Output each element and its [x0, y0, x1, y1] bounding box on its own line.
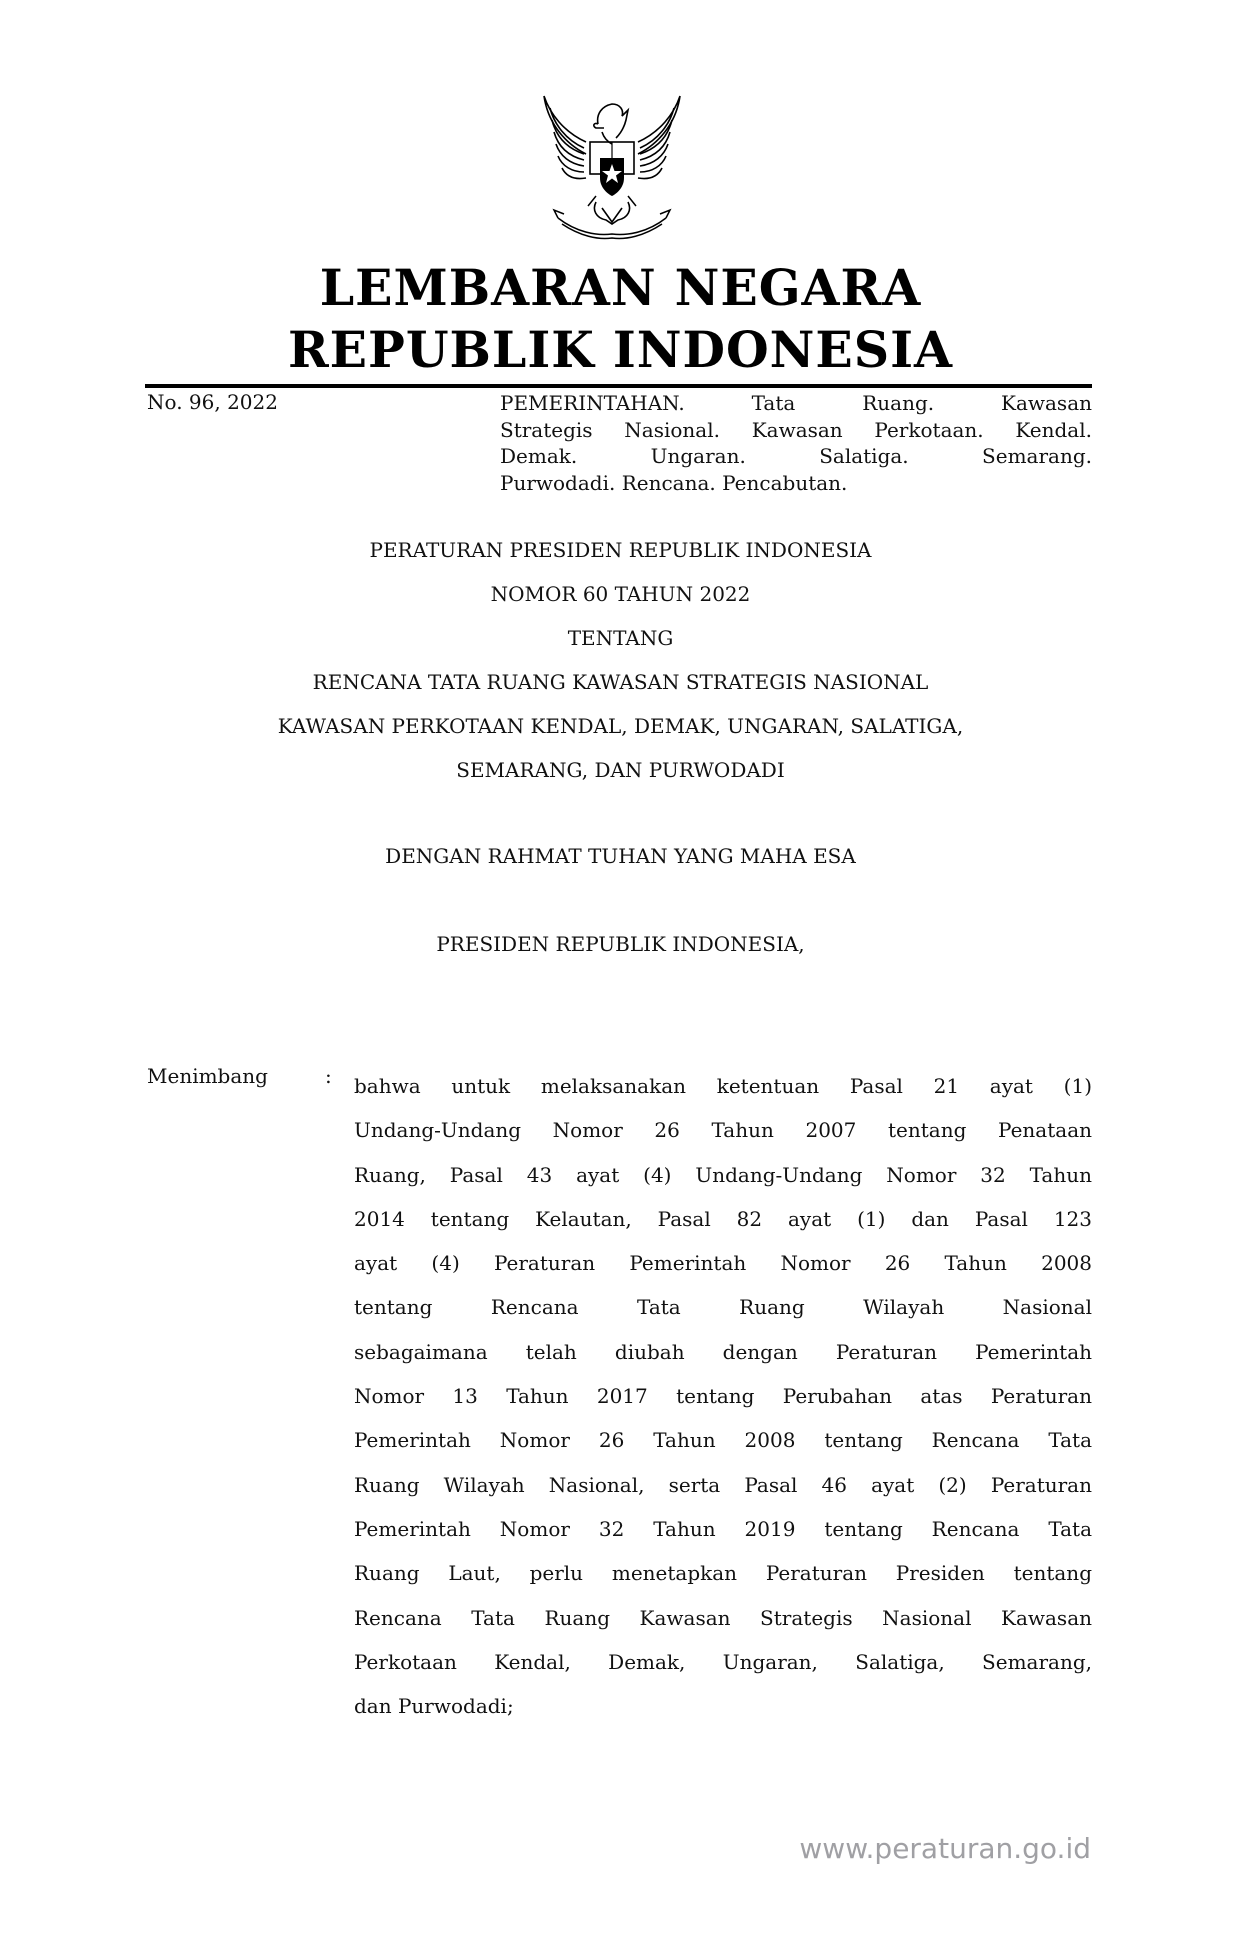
regulation-about: TENTANG: [567, 626, 674, 650]
considering-line: Nomor 13 Tahun 2017 tentang Perubahan atas Peraturan: [354, 1384, 1092, 1409]
summary-line: Demak. Ungaran. Salatiga. Semarang.: [500, 444, 1092, 468]
invocation: DENGAN RAHMAT TUHAN YANG MAHA ESA: [385, 844, 856, 868]
considering-text: [354, 1064, 1092, 1728]
considering-line: Ruang, Pasal 43 ayat (4) Undang-Undang Nomor 32 Tahun: [354, 1162, 1092, 1187]
garuda-emblem-icon: [536, 84, 688, 244]
considering-line: Rencana Tata Ruang Kawasan Strategis Nasional Kawasan: [354, 1605, 1092, 1630]
considering-line: Undang-Undang Nomor 26 Tahun 2007 tentang Penataan: [354, 1118, 1092, 1143]
summary-line: Purwodadi. Rencana. Pencabutan.: [500, 470, 848, 495]
regulation-title-line: SEMARANG, DAN PURWODADI: [456, 758, 785, 782]
considering-line: tentang Rencana Tata Ruang Wilayah Nasional: [354, 1295, 1092, 1320]
gazette-summary: [500, 390, 1092, 496]
regulation-title-line: RENCANA TATA RUANG KAWASAN STRATEGIS NASIONAL: [312, 670, 929, 694]
considering-line: Perkotaan Kendal, Demak, Ungaran, Salatiga, Semarang,: [354, 1649, 1092, 1674]
considering-line: Ruang Wilayah Nasional, serta Pasal 46 ayat (2) Peraturan: [354, 1472, 1092, 1497]
considering-line: Pemerintah Nomor 32 Tahun 2019 tentang Rencana Tata: [354, 1516, 1092, 1541]
masthead-divider: [145, 384, 1092, 388]
considering-line: ayat (4) Peraturan Pemerintah Nomor 26 Tahun 2008: [354, 1251, 1092, 1276]
regulation-number: NOMOR 60 TAHUN 2022: [490, 582, 751, 606]
considering-label: Menimbang: [147, 1064, 268, 1088]
masthead-title-line1: LEMBARAN NEGARA: [319, 258, 922, 317]
regulation-title-line: KAWASAN PERKOTAAN KENDAL, DEMAK, UNGARAN, SALATIGA,: [277, 714, 964, 738]
summary-line: PEMERINTAHAN. Tata Ruang. Kawasan: [500, 391, 1092, 415]
gazette-number: No. 96, 2022: [147, 390, 278, 414]
considering-line: sebagaimana telah diubah dengan Peraturan Pemerintah: [354, 1339, 1092, 1364]
regulation-type: PERATURAN PRESIDEN REPUBLIK INDONESIA: [369, 538, 872, 562]
summary-line: Strategis Nasional. Kawasan Perkotaan. Kendal.: [500, 417, 1092, 442]
considering-separator: :: [325, 1064, 332, 1088]
considering-line: dan Purwodadi;: [354, 1694, 514, 1719]
considering-line: Pemerintah Nomor 26 Tahun 2008 tentang Rencana Tata: [354, 1428, 1092, 1453]
considering-line: 2014 tentang Kelautan, Pasal 82 ayat (1) dan Pasal 123: [354, 1206, 1092, 1231]
considering-line: bahwa untuk melaksanakan ketentuan Pasal 21 ayat (1): [354, 1074, 1092, 1098]
authority: PRESIDEN REPUBLIK INDONESIA,: [436, 932, 805, 956]
considering-line: Ruang Laut, perlu menetapkan Peraturan Presiden tentang: [354, 1561, 1092, 1586]
masthead-title-line2: REPUBLIK INDONESIA: [287, 320, 954, 379]
website-watermark: www.peraturan.go.id: [799, 1832, 1091, 1865]
